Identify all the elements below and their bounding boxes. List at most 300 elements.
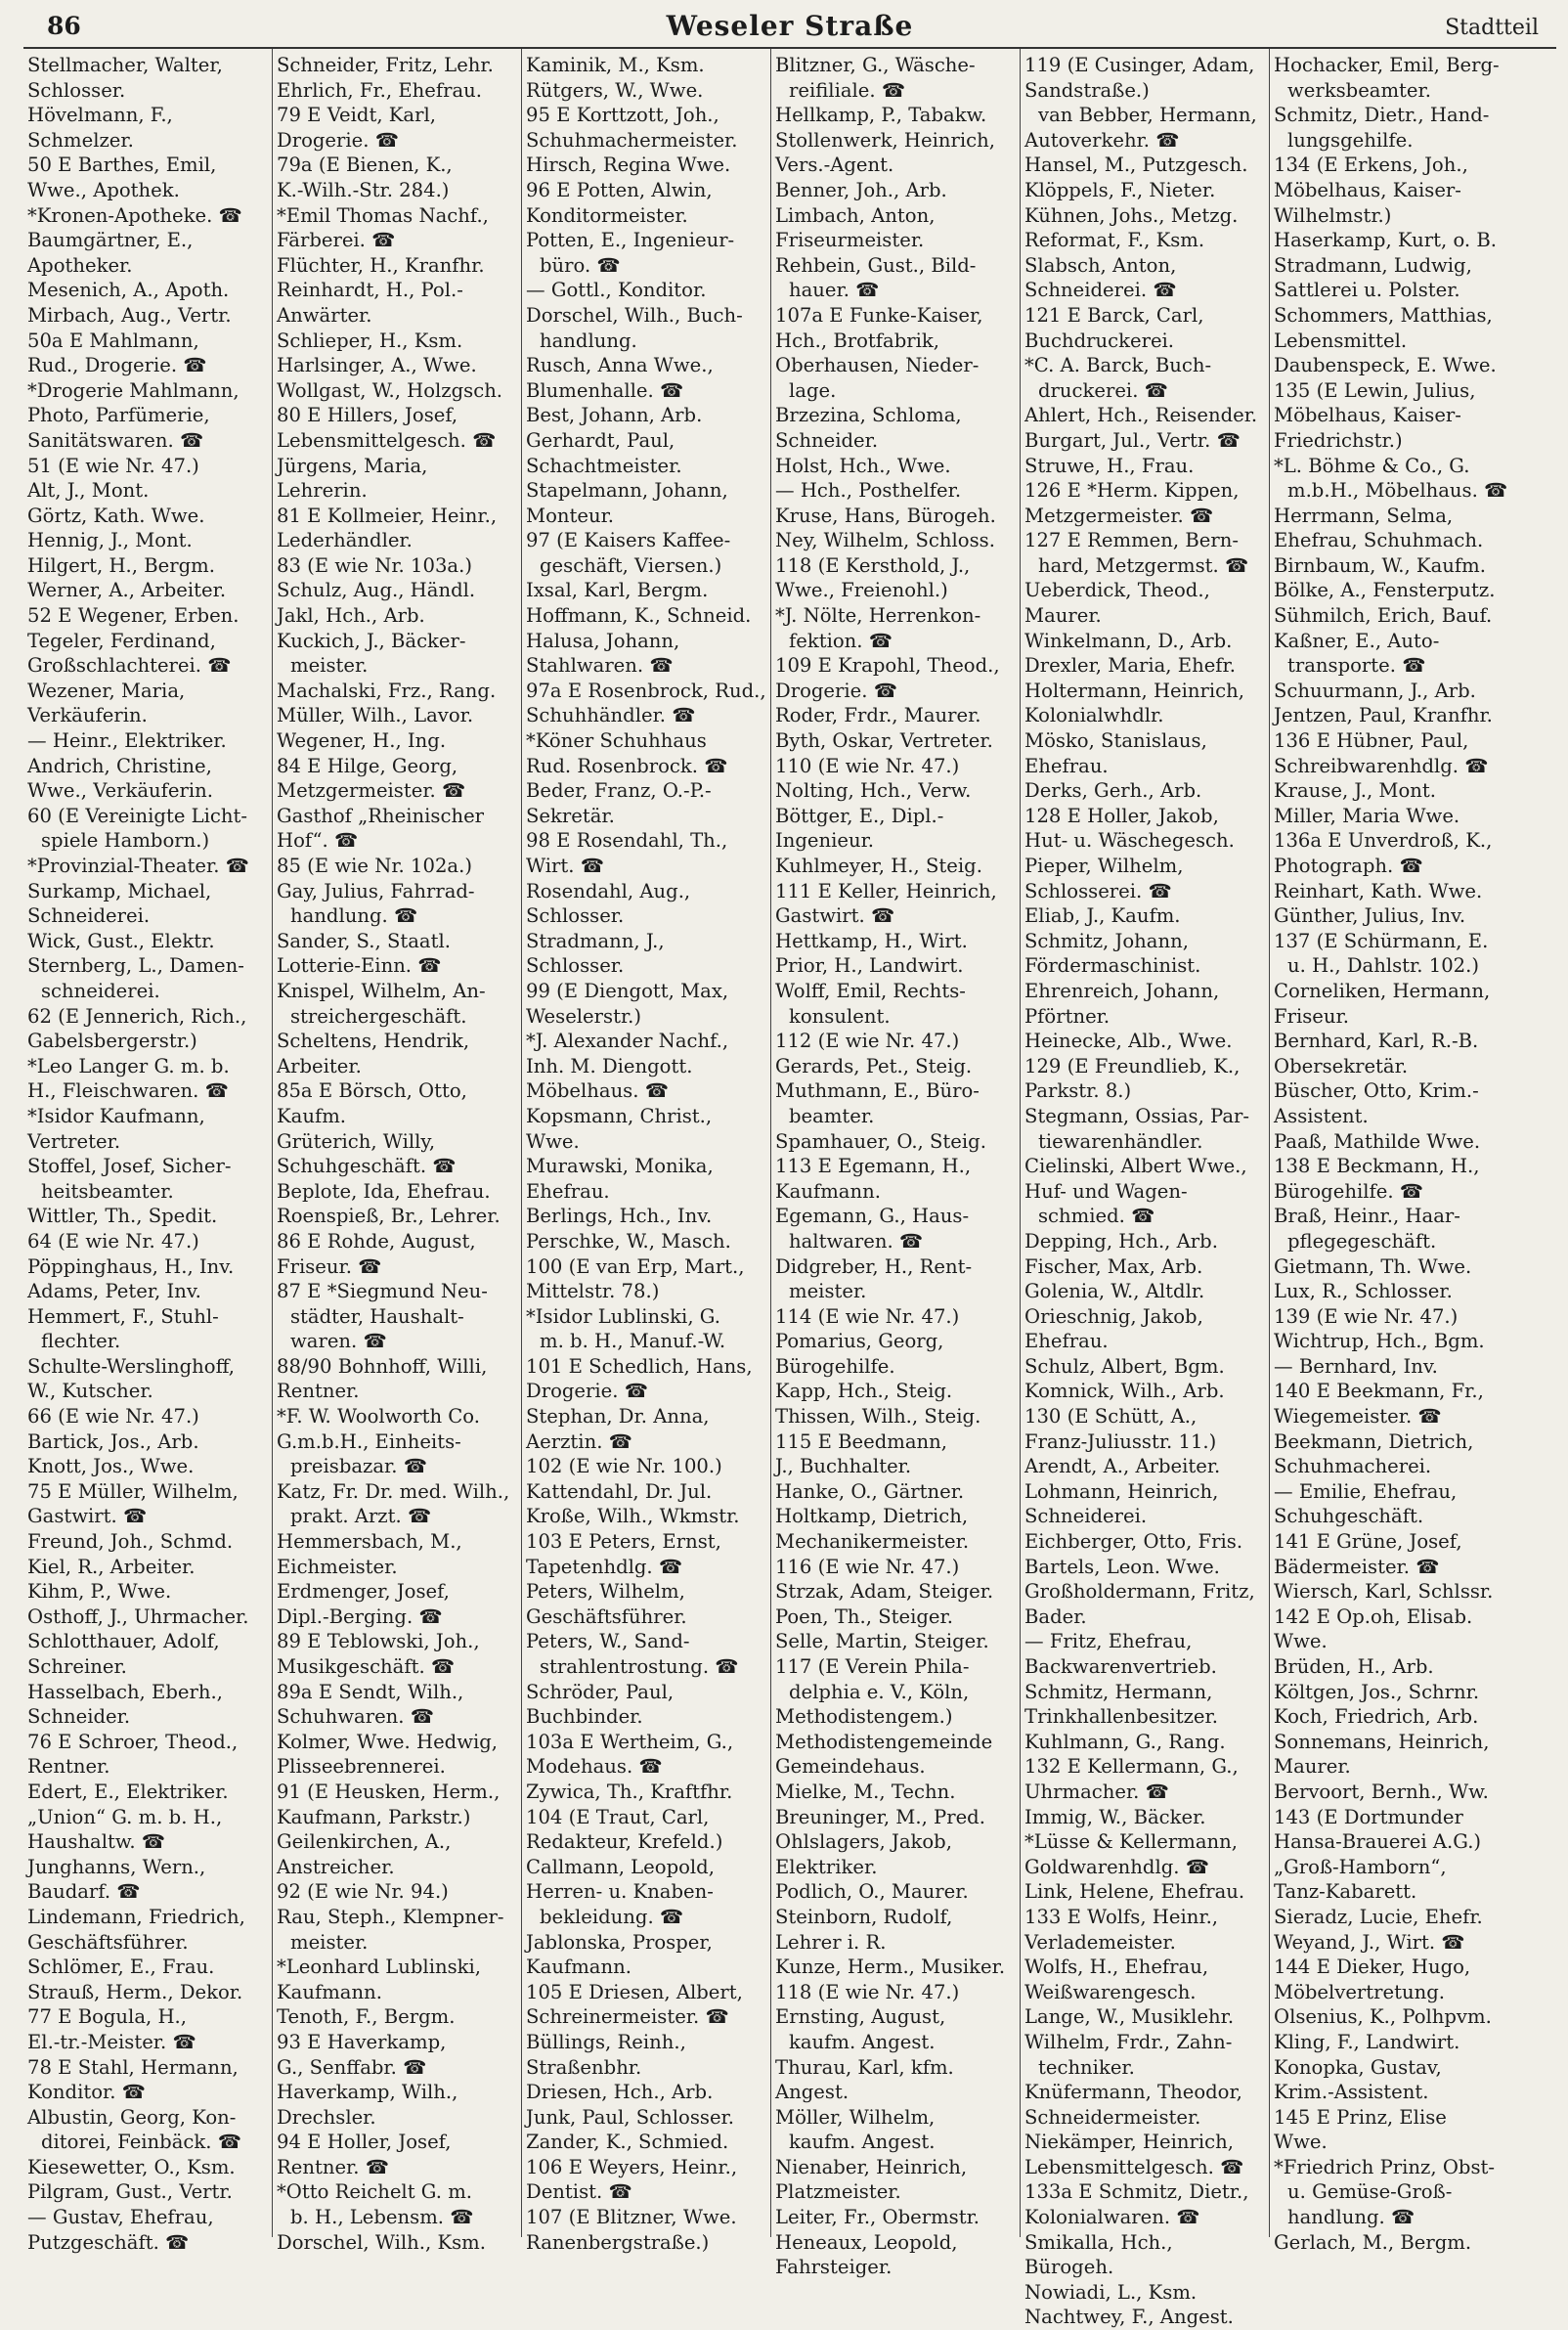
directory-entry-line: Machalski, Frz., Rang. — [277, 679, 497, 702]
directory-entry-line: Stahlwaren. ☎ — [526, 654, 674, 678]
directory-entry-line: Obersekretär. — [1274, 1054, 1409, 1077]
directory-entry-line: Ranenbergstraße.) — [526, 2230, 710, 2254]
directory-entry-line: Schuhwaren. ☎ — [277, 1705, 435, 1729]
directory-entry-line: Reinhardt, H., Pol.- — [277, 279, 463, 302]
directory-entry-line: Holtkamp, Dietrich, — [775, 1505, 969, 1528]
directory-entry-line: 83 (E wie Nr. 103a.) — [277, 553, 472, 577]
directory-entry-line: handlung. ☎ — [1287, 2206, 1416, 2229]
directory-entry-line: Zywica, Th., Kraftfhr. — [526, 1780, 733, 1803]
directory-entry-line: Schachtmeister. — [526, 454, 682, 477]
directory-entry-line: 130 (E Schütt, A., — [1024, 1405, 1198, 1429]
directory-entry-line: Oberhausen, Nieder- — [775, 354, 980, 377]
directory-entry-line: Wwe., Apothek. — [27, 178, 180, 201]
directory-entry-line: Thissen, Wilh., Steig. — [775, 1405, 981, 1429]
directory-entry-line: Lederhändler. — [277, 529, 413, 552]
directory-entry-line: Hennig, J., Mont. — [27, 529, 193, 552]
directory-entry-line: Methodistengem.) — [775, 1705, 953, 1729]
directory-entry-line: Perschke, W., Masch. — [526, 1229, 731, 1253]
directory-entry-line: Schuhmacherei. — [1274, 1455, 1432, 1478]
directory-entry-line: Leiter, Fr., Obermstr. — [775, 2206, 980, 2229]
directory-entry-line: Bürogehilfe. ☎ — [1274, 1179, 1424, 1203]
directory-entry-line: Roder, Frdr., Maurer. — [775, 704, 981, 727]
directory-entry-line: *Lüsse & Kellermann, — [1024, 1830, 1238, 1854]
directory-entry-line: Mesenich, A., Apoth. — [27, 279, 230, 302]
directory-entry-line: 107 (E Blitzner, Wwe. — [526, 2206, 737, 2229]
directory-entry-line: Katz, Fr. Dr. med. Wilh., — [277, 1479, 510, 1503]
directory-entry-line: Schlosser. — [526, 954, 625, 978]
directory-entry-line: Wittler, Th., Spedit. — [27, 1205, 218, 1228]
directory-entry-line: Hemmersbach, M., — [277, 1530, 462, 1554]
directory-entry-line: 141 E Grüne, Josef, — [1274, 1530, 1462, 1554]
directory-entry-line: Prior, H., Landwirt. — [775, 954, 964, 978]
directory-entry-line: Drechsler. — [277, 2105, 376, 2129]
directory-entry-line: Egemann, G., Haus- — [775, 1205, 970, 1228]
directory-entry-line: Musikgeschäft. ☎ — [277, 1655, 456, 1678]
directory-entry-line: Peters, W., Sand- — [526, 1630, 690, 1653]
directory-entry-line: Anstreicher. — [277, 1855, 395, 1878]
directory-entry-line: Drexler, Maria, Ehefr. — [1024, 654, 1236, 678]
directory-entry-line: Ohlslagers, Jakob, — [775, 1830, 952, 1854]
directory-entry-line: Reformat, F., Ksm. — [1024, 229, 1205, 252]
directory-entry-line: Hut- u. Wäschegesch. — [1024, 829, 1235, 853]
directory-entry-line: Erdmenger, Josef, — [277, 1580, 450, 1604]
directory-entry-line: Steinborn, Rudolf, — [775, 1905, 953, 1928]
directory-entry-line: Edert, E., Elektriker. — [27, 1780, 229, 1803]
directory-entry-line: Rosendahl, Aug., — [526, 879, 691, 902]
directory-entry-line: Gabelsbergerstr.) — [27, 1030, 197, 1053]
directory-entry-line: büro. ☎ — [540, 253, 621, 277]
directory-entry-line: Tenoth, F., Bergm. — [277, 2005, 456, 2029]
directory-entry-line: 132 E Kellermann, G., — [1024, 1755, 1239, 1779]
directory-entry-line: Kaminik, M., Ksm. — [526, 54, 705, 76]
directory-entry-line: Weyand, J., Wirt. ☎ — [1274, 1930, 1465, 1954]
directory-entry-line: Kolmer, Wwe. Hedwig, — [277, 1730, 499, 1753]
directory-entry-line: Költgen, Jos., Schrnr. — [1274, 1680, 1480, 1703]
directory-entry-line: Gay, Julius, Fahrrad- — [277, 879, 475, 902]
directory-entry-line: Adams, Peter, Inv. — [27, 1280, 201, 1303]
directory-entry-line: 51 (E wie Nr. 47.) — [27, 454, 199, 477]
directory-entry-line: Ehrenreich, Johann, — [1024, 979, 1220, 1002]
directory-entry-line: Eichmeister. — [277, 1555, 398, 1578]
directory-entry-line: Nolting, Hch., Verw. — [775, 779, 972, 803]
directory-entry-line: Rehbein, Gust., Bild- — [775, 253, 977, 277]
directory-entry-line: 139 (E wie Nr. 47.) — [1274, 1304, 1459, 1328]
directory-entry-line: strahlentrostung. ☎ — [540, 1655, 739, 1678]
directory-entry-line: waren. ☎ — [290, 1330, 387, 1353]
directory-entry-line: Drogerie. ☎ — [277, 128, 400, 152]
directory-entry-line: *Otto Reichelt G. m. — [277, 2180, 473, 2204]
directory-entry-line: Sattlerei u. Polster. — [1274, 279, 1460, 302]
directory-entry-line: Straßenbhr. — [526, 2055, 642, 2079]
directory-entry-line: Hemmert, F., Stuhl- — [27, 1304, 219, 1328]
directory-entry-line: Haserkamp, Kurt, o. B. — [1274, 229, 1497, 252]
directory-entry-line: meister. — [290, 654, 369, 678]
directory-entry-line: Schlieper, H., Ksm. — [277, 329, 463, 352]
directory-entry-line: beamter. — [789, 1104, 875, 1127]
directory-entry-line: hard, Metzgermst. ☎ — [1038, 553, 1249, 577]
directory-entry-line: Wolfs, H., Ehefrau, — [1024, 1956, 1209, 1979]
directory-entry-line: 91 (E Heusken, Herm., — [277, 1780, 501, 1803]
directory-entry-line: Ehefrau, Schuhmach. — [1274, 529, 1484, 552]
directory-entry-line: meister. — [789, 1280, 867, 1303]
directory-entry-line: Burgart, Jul., Vertr. ☎ — [1024, 428, 1241, 452]
directory-entry-line: Stoffel, Josef, Sicher- — [27, 1155, 232, 1178]
directory-entry-line: Redakteur, Krefeld.) — [526, 1830, 723, 1854]
directory-entry-line: Metzgermeister. ☎ — [277, 779, 466, 803]
page-header — [23, 8, 1556, 49]
directory-entry-line: Driesen, Hch., Arb. — [526, 2081, 714, 2104]
directory-entry-line: Bädermeister. ☎ — [1274, 1555, 1440, 1578]
directory-entry-line: G.m.b.H., Einheits- — [277, 1429, 461, 1453]
directory-entry-line: 84 E Hilge, Georg, — [277, 754, 458, 777]
directory-entry-line: 117 (E Verein Phila- — [775, 1655, 970, 1678]
directory-entry-line: Kaufmann. — [775, 1179, 881, 1203]
directory-entry-line: Olsenius, K., Polhpvm. — [1274, 2005, 1492, 2029]
directory-entry-line: flechter. — [41, 1330, 121, 1353]
directory-entry-line: Gerlach, M., Bergm. — [1274, 2230, 1472, 2254]
directory-entry-line: spiele Hamborn.) — [41, 829, 210, 853]
directory-entry-line: 85 (E wie Nr. 102a.) — [277, 855, 472, 877]
directory-entry-line: *F. W. Woolworth Co. — [277, 1405, 480, 1429]
directory-entry-line: — Gustav, Ehefrau, — [27, 2206, 214, 2229]
directory-entry-line: kaufm. Angest. — [789, 2131, 936, 2154]
directory-entry-line: Jablonska, Prosper, — [526, 1930, 713, 1954]
directory-entry-line: 64 (E wie Nr. 47.) — [27, 1229, 199, 1253]
directory-entry-line: Hettkamp, H., Wirt. — [775, 929, 968, 952]
directory-entry-line: Methodistengemeinde — [775, 1730, 993, 1753]
directory-entry-line: Andrich, Christine, — [27, 754, 212, 777]
directory-entry-line: Görtz, Kath. Wwe. — [27, 504, 205, 527]
directory-entry-line: *Leonhard Lublinski, — [277, 1956, 482, 1979]
directory-entry-line: Weißwarengesch. — [1024, 1980, 1197, 2003]
directory-entry-line: handlung. ☎ — [290, 904, 418, 928]
directory-entry-line: *J. Alexander Nachf., — [526, 1030, 729, 1053]
directory-entry-line: Winkelmann, D., Arb. — [1024, 629, 1233, 652]
directory-entry-line: Schneider. — [27, 1705, 131, 1729]
directory-entry-line: Kattendahl, Dr. Jul. — [526, 1479, 713, 1503]
directory-entry-line: 116 (E wie Nr. 47.) — [775, 1555, 960, 1578]
directory-entry-line: 134 (E Erkens, Joh., — [1274, 154, 1468, 177]
directory-entry-line: *Kronen-Apotheke. ☎ — [27, 203, 242, 227]
directory-entry-line: Schneiderei. — [1024, 1505, 1148, 1528]
directory-entry-line: Byth, Oskar, Vertreter. — [775, 729, 993, 753]
directory-entry-line: 103 E Peters, Ernst, — [526, 1530, 721, 1554]
directory-entry-line: Hövelmann, F., — [27, 104, 173, 127]
directory-entry-line: 85a E Börsch, Otto, — [277, 1079, 467, 1103]
directory-entry-line: Strauß, Herm., Dekor. — [27, 1980, 243, 2003]
directory-entry-line: 101 E Schedlich, Hans, — [526, 1354, 753, 1378]
directory-entry-line: Scheltens, Hendrik, — [277, 1030, 470, 1053]
directory-entry-line: K.-Wilh.-Str. 284.) — [277, 178, 450, 201]
directory-entry-line: Kühnen, Johs., Metzg. — [1024, 203, 1239, 227]
directory-entry-line: Wichtrup, Hch., Bgm. — [1274, 1330, 1485, 1353]
directory-entry-line: Kolonialwhdlr. — [1024, 704, 1164, 727]
directory-entry-line: Kopsmann, Christ., — [526, 1104, 713, 1127]
directory-entry-line: 100 (E van Erp, Mart., — [526, 1254, 745, 1278]
directory-entry-line: reifiliale. ☎ — [789, 78, 906, 102]
directory-entry-line: Geilenkirchen, A., — [277, 1830, 452, 1854]
directory-entry-line: Schmitz, Hermann, — [1024, 1680, 1213, 1703]
directory-entry-line: 109 E Krapohl, Theod., — [775, 654, 1000, 678]
directory-entry-line: Möller, Wilhelm, — [775, 2105, 936, 2129]
directory-entry-line: 103a E Wertheim, G., — [526, 1730, 734, 1753]
directory-entry-line: Podlich, O., Maurer. — [775, 1880, 969, 1904]
directory-entry-line: 114 (E wie Nr. 47.) — [775, 1304, 960, 1328]
directory-entry-line: Hansel, M., Putzgesch. — [1024, 154, 1248, 177]
directory-entry-line: Kaufm. — [277, 1104, 346, 1127]
directory-entry-line: Arbeiter. — [277, 1054, 362, 1077]
directory-entry-line: Breuninger, M., Pred. — [775, 1805, 985, 1828]
directory-entry-line: 112 (E wie Nr. 47.) — [775, 1030, 960, 1053]
directory-entry-line: Sekretär. — [526, 804, 615, 827]
directory-entry-line: Schuurmann, J., Arb. — [1274, 679, 1476, 702]
directory-entry-line: 136a E Unverdroß, K., — [1274, 829, 1493, 853]
directory-entry-line: Zander, K., Schmied. — [526, 2131, 729, 2154]
directory-entry-line: Schreiner. — [27, 1655, 127, 1678]
directory-entry-line: Uhrmacher. ☎ — [1024, 1780, 1170, 1803]
directory-entry-line: Niekämper, Heinrich, — [1024, 2131, 1234, 2154]
directory-column — [1021, 49, 1270, 2329]
directory-entry-line: Jürgens, Maria, — [277, 454, 428, 477]
directory-entry-line: Blitzner, G., Wäsche- — [775, 54, 976, 76]
directory-entry-line: Werner, A., Arbeiter. — [27, 579, 227, 602]
directory-entry-line: Schröder, Paul, — [526, 1680, 675, 1703]
directory-entry-line: Stegmann, Ossias, Par- — [1024, 1104, 1249, 1127]
directory-entry-line: Friseurmeister. — [775, 229, 925, 252]
directory-entry-line: *Köner Schuhhaus — [526, 729, 707, 753]
directory-entry-line: 89a E Sendt, Wilh., — [277, 1680, 464, 1703]
directory-entry-line: „Union“ G. m. b. H., — [27, 1805, 223, 1828]
directory-column — [771, 49, 1021, 2279]
directory-entry-line: Wick, Gust., Elektr. — [27, 929, 215, 952]
directory-entry-line: 110 (E wie Nr. 47.) — [775, 754, 960, 777]
directory-entry-line: Rentner. — [277, 1380, 360, 1403]
directory-entry-line: 88/90 Bohnhoff, Willi, — [277, 1354, 488, 1378]
directory-entry-line: Hanke, O., Gärtner. — [775, 1479, 965, 1503]
directory-entry-line: Wwe., Verkäuferin. — [27, 779, 214, 803]
directory-entry-line: Schuhgeschäft. — [1274, 1505, 1424, 1528]
directory-entry-line: Mirbach, Aug., Vertr. — [27, 303, 232, 327]
directory-entry-line: Wwe. — [1274, 1630, 1328, 1653]
directory-entry-line: 136 E Hübner, Paul, — [1274, 729, 1469, 753]
directory-entry-line: Hilgert, H., Bergm. — [27, 553, 215, 577]
directory-entry-line: Schuhhändler. ☎ — [526, 704, 696, 727]
directory-entry-line: Beder, Franz, O.-P.- — [526, 779, 712, 803]
directory-entry-line: Monteur. — [526, 504, 615, 527]
directory-entry-line: druckerei. ☎ — [1038, 378, 1169, 402]
directory-entry-line: Derks, Gerh., Arb. — [1024, 779, 1202, 803]
directory-entry-line: Gasthof „Rheinischer — [277, 804, 485, 827]
directory-entry-line: schneiderei. — [41, 979, 160, 1002]
directory-entry-line: Verlademeister. — [1024, 1930, 1176, 1954]
directory-entry-line: Knott, Jos., Wwe. — [27, 1455, 195, 1478]
directory-entry-line: 79a (E Bienen, K., — [277, 154, 453, 177]
directory-entry-line: Gastwirt. ☎ — [27, 1505, 148, 1528]
directory-entry-line: Ahlert, Hch., Reisender. — [1024, 404, 1258, 427]
directory-entry-line: Kaufmann, Parkstr.) — [277, 1805, 471, 1828]
directory-entry-line: Lindemann, Friedrich, — [27, 1905, 245, 1928]
directory-entry-line: Kihm, P., Wwe. — [27, 1580, 172, 1604]
directory-entry-line: — Heinr., Elektriker. — [27, 729, 227, 753]
directory-entry-line: Wilhelmstr.) — [1274, 203, 1392, 227]
directory-entry-line: Poen, Th., Steiger. — [775, 1605, 953, 1628]
directory-entry-line: Verkäuferin. — [27, 704, 148, 727]
directory-entry-line: Brzezina, Schloma, — [775, 404, 962, 427]
directory-entry-line: Bader. — [1024, 1605, 1087, 1628]
directory-entry-line: Wwe., Freienohl.) — [775, 579, 948, 602]
directory-entry-line: Platzmeister. — [775, 2180, 901, 2204]
directory-entry-line: Stradmann, Ludwig, — [1274, 253, 1472, 277]
directory-entry-line: 119 (E Cusinger, Adam, — [1024, 54, 1255, 76]
directory-entry-line: Krim.-Assistent. — [1274, 2081, 1429, 2104]
directory-entry-line: Holst, Hch., Wwe. — [775, 454, 951, 477]
directory-entry-line: Stephan, Dr. Anna, — [526, 1405, 710, 1429]
directory-entry-line: 92 (E wie Nr. 94.) — [277, 1880, 449, 1904]
directory-entry-line: 133 E Wolfs, Heinr., — [1024, 1905, 1219, 1928]
directory-entry-line: Elektriker. — [775, 1855, 878, 1878]
directory-entry-line: Fördermaschinist. — [1024, 954, 1201, 978]
directory-column — [1270, 49, 1519, 2254]
directory-entry-line: u. Gemüse-Groß- — [1287, 2180, 1453, 2204]
directory-entry-line: *Drogerie Mahlmann, — [27, 378, 240, 402]
directory-entry-line: Ingenieur. — [775, 829, 875, 853]
directory-entry-line: Plisseebrennerei. — [277, 1755, 446, 1779]
directory-entry-line: Mielke, M., Techn. — [775, 1780, 956, 1803]
directory-entry-line: Freund, Joh., Schmd. — [27, 1530, 234, 1554]
directory-entry-line: Schneiderei. ☎ — [1024, 279, 1177, 302]
directory-entry-line: *Friedrich Prinz, Obst- — [1274, 2155, 1495, 2178]
directory-entry-line: Junk, Paul, Schlosser. — [526, 2105, 734, 2129]
directory-entry-line: Muthmann, E., Büro- — [775, 1079, 980, 1103]
directory-entry-line: Schommers, Matthias, — [1274, 303, 1493, 327]
directory-entry-line: 62 (E Jennerich, Rich., — [27, 1004, 247, 1028]
directory-entry-line: schmied. ☎ — [1038, 1205, 1155, 1228]
directory-entry-line: Pförtner. — [1024, 1004, 1111, 1028]
directory-entry-line: Ehefrau. — [526, 1179, 610, 1203]
directory-entry-line: Nowiadi, L., Ksm. — [1024, 2280, 1198, 2304]
directory-entry-line: W., Kutscher. — [27, 1380, 153, 1403]
directory-entry-line: *Isidor Kaufmann, — [27, 1104, 205, 1127]
directory-entry-line: Schmitz, Johann, — [1024, 929, 1189, 952]
directory-entry-line: prakt. Arzt. ☎ — [290, 1505, 432, 1528]
directory-entry-line: Bürogehilfe. — [775, 1354, 895, 1378]
directory-entry-line: Surkamp, Michael, — [27, 879, 212, 902]
directory-entry-line: Kuhlmeyer, H., Steig. — [775, 855, 982, 877]
directory-entry-line: Krause, J., Mont. — [1274, 779, 1437, 803]
directory-entry-line: Mechanikermeister. — [775, 1530, 970, 1554]
directory-entry-line: städter, Haushalt- — [290, 1304, 464, 1328]
directory-entry-line: Vertreter. — [27, 1129, 121, 1153]
directory-entry-line: Modehaus. ☎ — [526, 1755, 663, 1779]
directory-entry-line: El.-tr.-Meister. ☎ — [27, 2030, 196, 2053]
directory-entry-line: *Leo Langer G. m. b. — [27, 1054, 230, 1077]
directory-entry-line: 137 (E Schürmann, E. — [1274, 929, 1489, 952]
directory-entry-line: Bölke, A., Fensterputz. — [1274, 579, 1496, 602]
directory-entry-line: 77 E Bogula, H., — [27, 2005, 187, 2029]
directory-entry-line: Lohmann, Heinrich, — [1024, 1479, 1219, 1503]
directory-entry-line: Rentner. ☎ — [277, 2155, 390, 2178]
directory-entry-line: 104 (E Traut, Carl, — [526, 1805, 710, 1828]
directory-entry-line: Büllings, Reinh., — [526, 2030, 686, 2053]
directory-entry-line: 143 (E Dortmunder — [1274, 1805, 1463, 1828]
directory-entry-line: Lebensmittelgesch. ☎ — [277, 428, 497, 452]
directory-entry-line: Schmitz, Dietr., Hand- — [1274, 104, 1490, 127]
directory-entry-line: 52 E Wegener, Erben. — [27, 604, 240, 628]
directory-entry-line: Miller, Maria Wwe. — [1274, 804, 1460, 827]
directory-entry-line: Backwarenvertrieb. — [1024, 1655, 1217, 1678]
directory-entry-line: Ney, Wilhelm, Schloss. — [775, 529, 995, 552]
directory-entry-line: Dipl.-Berging. ☎ — [277, 1605, 443, 1628]
directory-entry-line: Buchdruckerei. — [1024, 329, 1175, 352]
directory-entry-line: Kolonialwaren. ☎ — [1024, 2206, 1200, 2229]
directory-entry-line: Link, Helene, Ehefrau. — [1024, 1880, 1245, 1904]
directory-entry-line: Franz-Juliusstr. 11.) — [1024, 1429, 1217, 1453]
directory-entry-line: meister. — [290, 1930, 369, 1954]
directory-entry-line: Orieschnig, Jakob, — [1024, 1304, 1203, 1328]
directory-entry-line: Kunze, Herm., Musiker. — [775, 1956, 1006, 1979]
directory-entry-line: Konopka, Gustav, — [1274, 2055, 1442, 2079]
directory-entry-line: Schulte-Werslinghoff, — [27, 1354, 236, 1378]
directory-entry-line: Kling, F., Landwirt. — [1274, 2030, 1460, 2053]
directory-entry-line: *Provinzial-Theater. ☎ — [27, 855, 250, 877]
directory-entry-line: Sandstraße.) — [1024, 78, 1150, 102]
directory-entry-line: heitsbeamter. — [41, 1179, 174, 1203]
directory-entry-line: Trinkhallenbesitzer. — [1024, 1705, 1218, 1729]
directory-entry-line: Maurer. — [1274, 1755, 1351, 1779]
directory-entry-line: Peters, Wilhelm, — [526, 1580, 685, 1604]
directory-entry-line: Beplote, Ida, Ehefrau. — [277, 1179, 491, 1203]
directory-entry-line: Benner, Joh., Arb. — [775, 178, 947, 201]
directory-entry-line: Friedrichstr.) — [1274, 428, 1403, 452]
directory-entry-line: Roenspieß, Br., Lehrer. — [277, 1205, 501, 1228]
directory-entry-line: Stollenwerk, Heinrich, — [775, 128, 995, 152]
directory-entry-line: Flüchter, H., Kranfhr. — [277, 253, 485, 277]
directory-entry-line: Kiel, R., Arbeiter. — [27, 1555, 196, 1578]
directory-entry-line: 81 E Kollmeier, Heinr., — [277, 504, 498, 527]
directory-entry-line: Rud. Rosenbrock. ☎ — [526, 754, 728, 777]
directory-entry-line: Fischer, Max, Arb. — [1024, 1254, 1203, 1278]
directory-entry-line: Halusa, Johann, — [526, 629, 680, 652]
directory-entry-line: Lux, R., Schlosser. — [1274, 1280, 1453, 1303]
directory-entry-line: Büscher, Otto, Krim.- — [1274, 1079, 1479, 1103]
directory-entry-line: Lotterie-Einn. ☎ — [277, 954, 442, 978]
directory-entry-line: Braß, Heinr., Haar- — [1274, 1205, 1460, 1228]
directory-entry-line: Spamhauer, O., Steig. — [775, 1129, 986, 1153]
directory-entry-line: Heneaux, Leopold, — [775, 2230, 958, 2254]
directory-entry-line: 98 E Rosendahl, Th., — [526, 829, 728, 853]
directory-entry-line: Schneiderei. — [27, 904, 151, 928]
directory-entry-line: Eliab, J., Kaufm. — [1024, 904, 1181, 928]
directory-entry-line: 94 E Holler, Josef, — [277, 2131, 452, 2154]
directory-entry-line: Immig, W., Bäcker. — [1024, 1805, 1206, 1828]
directory-entry-line: Möbelhaus, Kaiser- — [1274, 404, 1461, 427]
directory-entry-line: Bartels, Leon. Wwe. — [1024, 1555, 1220, 1578]
directory-entry-line: Jakl, Hch., Arb. — [277, 604, 425, 628]
directory-entry-line: Angest. — [775, 2081, 849, 2104]
directory-entry-line: Didgreber, H., Rent- — [775, 1254, 973, 1278]
directory-entry-line: Assistent. — [1274, 1104, 1369, 1127]
directory-entry-line: J., Buchhalter. — [775, 1455, 912, 1478]
directory-entry-line: Wolff, Emil, Rechts- — [775, 979, 966, 1002]
directory-entry-line: — Bernhard, Inv. — [1274, 1354, 1438, 1378]
directory-entry-line: Ixsal, Karl, Bergm. — [526, 579, 709, 602]
directory-entry-line: delphia e. V., Köln, — [789, 1680, 970, 1703]
directory-entry-line: Pöppinghaus, H., Inv. — [27, 1254, 235, 1278]
directory-entry-line: Cielinski, Albert Wwe., — [1024, 1155, 1247, 1178]
directory-entry-line: Rusch, Anna Wwe., — [526, 354, 714, 377]
directory-entry-line: hauer. ☎ — [789, 279, 880, 302]
directory-entry-line: Haushaltw. ☎ — [27, 1830, 166, 1854]
